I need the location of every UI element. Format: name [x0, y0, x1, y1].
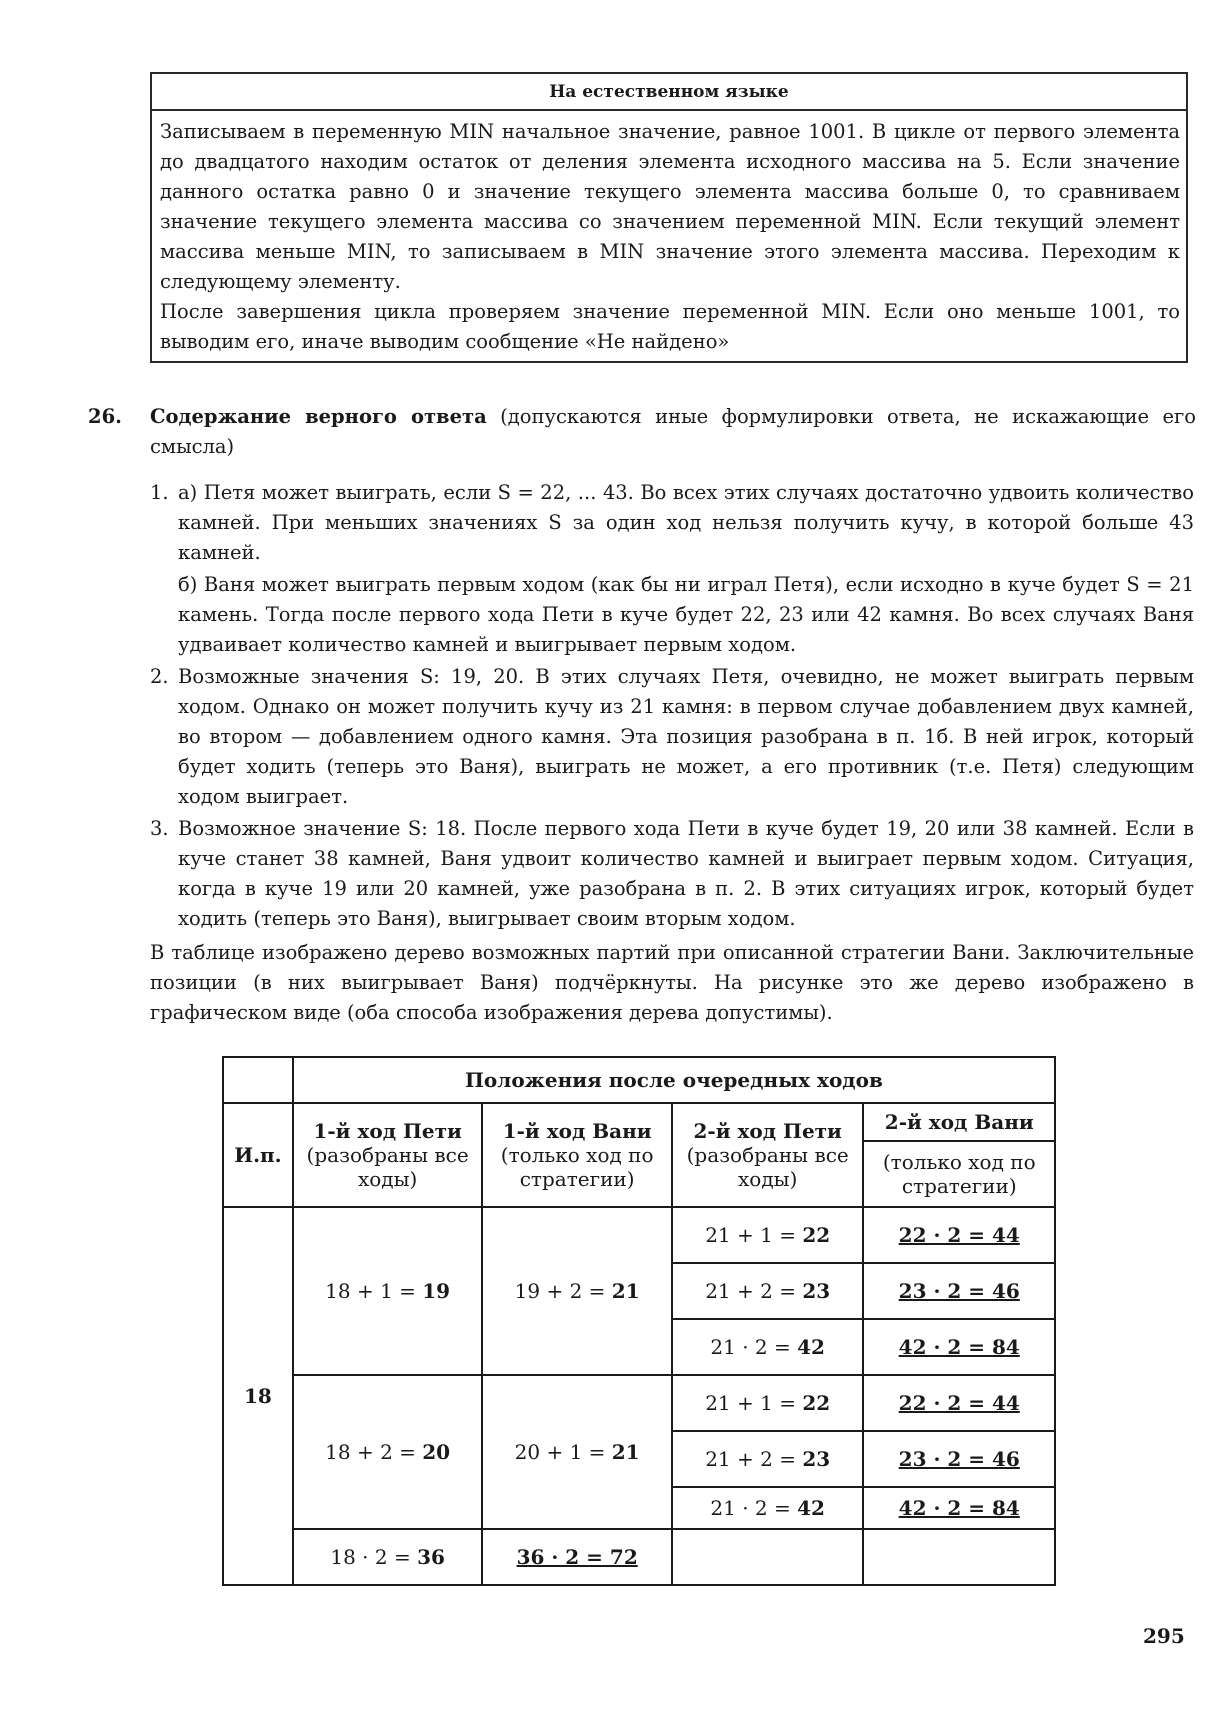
- item-number: 3.: [150, 817, 169, 840]
- item-1a-text: а) Петя может выиграть, если S = 22, ... 43. Во всех этих случаях достаточно удвоить количество камней. При меньших значениях S за один ход нельзя получить кучу, в которой больше 43 камней.: [178, 481, 1194, 564]
- vanya-move2-cell: 22 · 2 = 44: [863, 1207, 1055, 1263]
- petya-move1-cell: [293, 1529, 483, 1585]
- move-expr: 21 · 2 =: [710, 1496, 798, 1520]
- vanya-move2-cell: 42 · 2 = 84: [863, 1487, 1055, 1529]
- natural-language-box: [150, 72, 1188, 363]
- move-result: 19: [422, 1279, 451, 1303]
- col3-title: 2-й ход Пети: [693, 1119, 842, 1143]
- petya-move2-cell: [672, 1207, 864, 1263]
- empty-cell: [672, 1529, 864, 1585]
- section-heading: [150, 402, 1196, 462]
- vanya-move1-cell: [482, 1375, 672, 1529]
- item-number: 2.: [150, 665, 169, 688]
- petya-move2-cell: [672, 1487, 864, 1529]
- petya-move2-cell: [672, 1375, 864, 1431]
- vanya-move1-cell: [482, 1207, 672, 1375]
- item-number: 1.: [150, 481, 169, 504]
- move-expr: 21 + 2 =: [705, 1279, 803, 1303]
- closing-paragraph: В таблице изображено дерево возможных партий при описанной стратегии Вани. Заключительные позиции (в них выигрывает Ваня) подчёркнуты. На рисунке это же дерево изображено в графическом виде (оба способа изображения дерева допустимы).: [150, 941, 1194, 1024]
- col1-title: 1-й ход Пети: [313, 1119, 462, 1143]
- vanya-move1-cell: 36 · 2 = 72: [482, 1529, 672, 1585]
- vanya-move2-cell: 42 · 2 = 84: [863, 1319, 1055, 1375]
- answer-item-2: [150, 662, 1194, 812]
- answer-items: [150, 478, 1194, 936]
- move-expr: 21 + 1 =: [705, 1223, 803, 1247]
- vanya-move2-cell: 22 · 2 = 44: [863, 1375, 1055, 1431]
- vanya-move2-cell: 23 · 2 = 46: [863, 1263, 1055, 1319]
- section-heading-bold: Содержание верного ответа: [150, 405, 487, 428]
- move-result: 21: [611, 1279, 640, 1303]
- natural-language-title: На естественном языке: [152, 74, 1186, 111]
- move-result: 22: [802, 1223, 831, 1247]
- move-expr: 18 + 2 =: [325, 1440, 423, 1464]
- section-number: 26.: [88, 405, 122, 428]
- start-position-cell: 18: [223, 1207, 293, 1585]
- page-number: 295: [1143, 1624, 1185, 1648]
- col1-header: [293, 1103, 483, 1207]
- game-tree-table: [222, 1056, 1056, 1586]
- col-ip-header: И.п.: [223, 1103, 293, 1207]
- col2-title: 1-й ход Вани: [502, 1119, 652, 1143]
- nl-paragraph: Записываем в переменную MIN начальное значение, равное 1001. В цикле от первого элемента до двадцатого находим остаток от деления элемента исходного массива на 5. Если значение данного остатка равно 0 и значение текущего элемента массива больше 0, то сравниваем значение текущего элемента массива со значением переменной MIN. Если текущий элемент массива меньше MIN, то записываем в MIN значение этого элемента массива. Переходим к следующему элементу.: [160, 120, 1180, 293]
- item-3-text: Возможное значение S: 18. После первого хода Пети в куче будет 19, 20 или 38 камней. Если в куче станет 38 камней, Ваня удвоит количество камней и выиграет первым ходом. Ситуация, когда в куче 19 или 20 камней, уже разобрана в п. 2. В этих ситуациях игрок, который будет ходить (теперь это Ваня), выигрывает своим вторым ходом.: [178, 817, 1194, 930]
- group-header: Положения после очередных ходов: [293, 1057, 1055, 1103]
- petya-move2-cell: [672, 1431, 864, 1487]
- petya-move1-cell: [293, 1375, 483, 1529]
- move-expr: 19 + 2 =: [514, 1279, 612, 1303]
- empty-cell: [863, 1529, 1055, 1585]
- vanya-move2-cell: 23 · 2 = 46: [863, 1431, 1055, 1487]
- answer-item-1: [150, 478, 1194, 568]
- col4-title: 2-й ход Вани: [863, 1103, 1055, 1141]
- item-1b-text: б) Ваня может выиграть первым ходом (как бы ни играл Петя), если исходно в куче будет S = 21 камень. Тогда после первого хода Пети в куче будет 22, 23 или 42 камня. Во всех случаях Ваня удваивает количество камней и выигрывает первым ходом.: [178, 573, 1194, 656]
- petya-move1-cell: [293, 1207, 483, 1375]
- section-heading-rest: (допускаются иные формулировки ответа, не искажающие его смысла): [150, 405, 1197, 458]
- col2-header: [482, 1103, 672, 1207]
- move-result: 36: [417, 1545, 445, 1569]
- move-expr: 21 + 1 =: [705, 1391, 803, 1415]
- col1-subtitle: (разобраны все ходы): [306, 1143, 469, 1191]
- header-empty-cell: [223, 1057, 293, 1103]
- move-result: 22: [802, 1391, 831, 1415]
- natural-language-body: [152, 111, 1186, 361]
- move-result: 20: [422, 1440, 451, 1464]
- item-2-text: Возможные значения S: 19, 20. В этих случаях Петя, очевидно, не может выиграть первым ходом. Однако он может получить кучу из 21 камня: в первом случае добавлением двух камней, во втором — добавлением одного камня. Эта позиция разобрана в п. 1б. В ней игрок, который будет ходить (теперь это Ваня), выиграть не может, а его противник (т.е. Петя) следующим ходом выиграет.: [178, 665, 1194, 808]
- petya-move2-cell: [672, 1263, 864, 1319]
- move-expr: 18 + 1 =: [325, 1279, 423, 1303]
- col3-subtitle: (разобраны все ходы): [686, 1143, 849, 1191]
- move-result: 23: [802, 1279, 831, 1303]
- petya-move2-cell: [672, 1319, 864, 1375]
- move-result: 23: [802, 1447, 831, 1471]
- move-expr: 20 + 1 =: [514, 1440, 612, 1464]
- col2-subtitle: (только ход по стратегии): [500, 1143, 654, 1191]
- nl-paragraph: После завершения цикла проверяем значение переменной MIN. Если оно меньше 1001, то выводим его, иначе выводим сообщение «Не найдено»: [160, 300, 1180, 353]
- move-expr: 21 + 2 =: [705, 1447, 803, 1471]
- move-expr: 18 · 2 =: [330, 1545, 418, 1569]
- move-result: 42: [797, 1335, 825, 1359]
- col3-header: [672, 1103, 864, 1207]
- col4-subtitle: (только ход по стратегии): [863, 1141, 1055, 1207]
- move-expr: 21 · 2 =: [710, 1335, 798, 1359]
- answer-item-1b: [150, 570, 1194, 660]
- move-result: 42: [797, 1496, 825, 1520]
- move-result: 21: [611, 1440, 640, 1464]
- answer-item-3: [150, 814, 1194, 934]
